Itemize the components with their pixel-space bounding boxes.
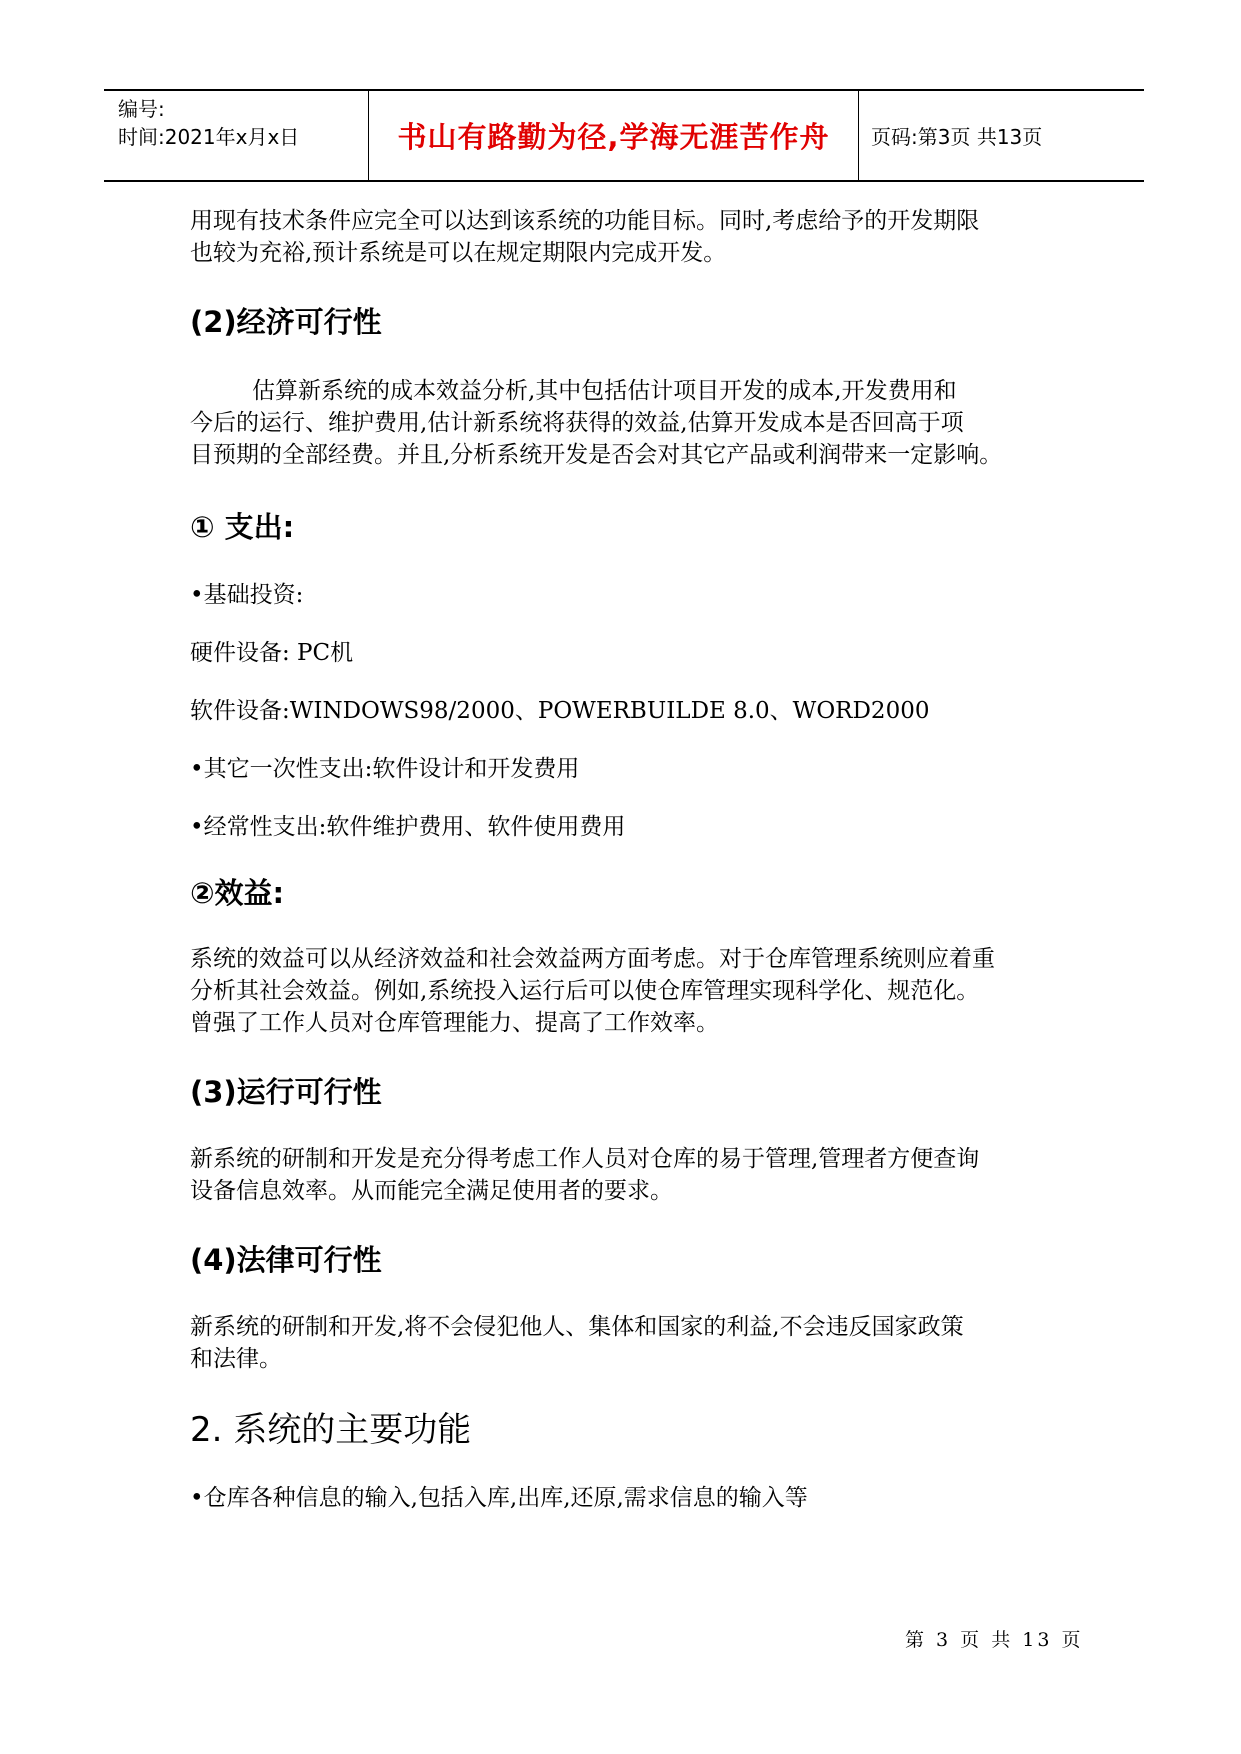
number-label: 编号: <box>118 97 165 121</box>
func-item-1: •仓库各种信息的输入,包括入库,出库,还原,需求信息的输入等 <box>190 1485 808 1511</box>
econ-para-line-3: 目预期的全部经费。并且,分析系统开发是否会对其它产品或利润带来一定影响。 <box>190 442 1003 468</box>
op-heading: (3)运行可行性 <box>190 1075 382 1109</box>
op-para-line-1: 新系统的研制和开发是充分得考虑工作人员对仓库的易于管理,管理者方便查询 <box>190 1146 980 1172</box>
econ-para-line-1: 估算新系统的成本效益分析,其中包括估计项目开发的成本,开发费用和 <box>252 378 957 404</box>
expense-item-1: •基础投资: <box>190 582 304 608</box>
document-body <box>190 205 1070 1514</box>
benefit-heading: ②效益: <box>190 876 285 910</box>
op-para-line-2: 设备信息效率。从而能完全满足使用者的要求。 <box>190 1178 673 1204</box>
header-page-number: 页码:第3页 共13页 <box>871 125 1043 149</box>
expense-item-2: 硬件设备: PC机 <box>190 640 354 666</box>
page-footer: 第 3 页 共 13 页 <box>905 1629 1084 1651</box>
func-heading: 2. 系统的主要功能 <box>190 1410 472 1450</box>
benefit-para-line-1: 系统的效益可以从经济效益和社会效益两方面考虑。对于仓库管理系统则应着重 <box>190 946 995 972</box>
header-motto: 书山有路勤为径,学海无涯苦作舟 <box>369 91 859 180</box>
page-header <box>104 89 1144 182</box>
intro-line-1: 用现有技术条件应完全可以达到该系统的功能目标。同时,考虑给予的开发期限 <box>190 208 980 234</box>
econ-para-line-2: 今后的运行、维护费用,估计新系统将获得的效益,估算开发成本是否回高于项 <box>190 410 964 436</box>
expense-item-5: •经常性支出:软件维护费用、软件使用费用 <box>190 814 626 840</box>
law-heading: (4)法律可行性 <box>190 1243 382 1277</box>
intro-line-2: 也较为充裕,预计系统是可以在规定期限内完成开发。 <box>190 240 727 266</box>
header-meta <box>104 91 369 180</box>
benefit-para-line-2: 分析其社会效益。例如,系统投入运行后可以使仓库管理实现科学化、规范化。 <box>190 978 980 1004</box>
law-para-line-1: 新系统的研制和开发,将不会侵犯他人、集体和国家的利益,不会违反国家政策 <box>190 1314 964 1340</box>
econ-heading: (2)经济可行性 <box>190 305 382 339</box>
benefit-para-line-3: 曾强了工作人员对仓库管理能力、提高了工作效率。 <box>190 1010 719 1036</box>
law-para-line-2: 和法律。 <box>190 1346 282 1372</box>
time-label: 时间:2021年x月x日 <box>118 125 300 149</box>
expense-item-3: 软件设备:WINDOWS98/2000、POWERBUILDE 8.0、WORD2000 <box>190 698 930 724</box>
expense-item-4: •其它一次性支出:软件设计和开发费用 <box>190 756 580 782</box>
expense-heading: ① 支出: <box>190 510 295 544</box>
